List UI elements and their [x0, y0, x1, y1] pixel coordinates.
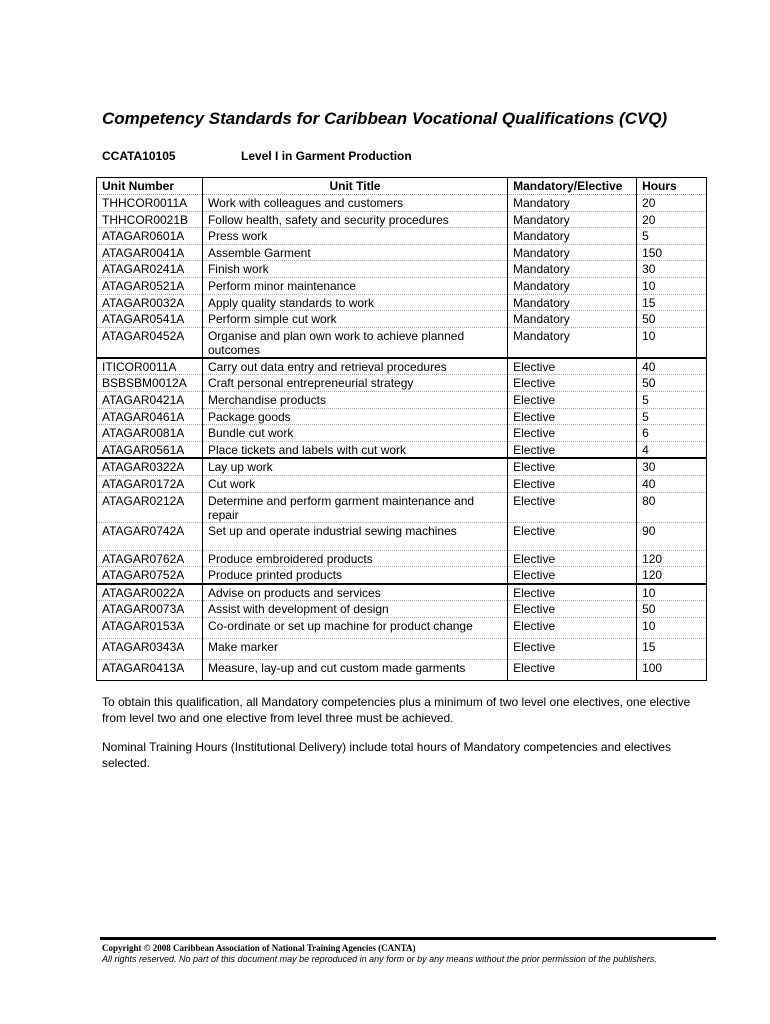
table-row — [97, 584, 707, 601]
unit-hours-cell: 30 — [637, 261, 707, 278]
unit-type-cell: Elective — [508, 475, 637, 492]
unit-number-cell: ATAGAR0762A — [97, 550, 203, 567]
unit-number-cell: THHCOR0011A — [97, 195, 203, 212]
unit-title-cell: Craft personal entrepreneurial strategy — [202, 375, 507, 392]
table-row — [97, 294, 707, 311]
table-row — [97, 522, 707, 550]
table-row — [97, 211, 707, 228]
table-row — [97, 375, 707, 392]
table-row — [97, 659, 707, 680]
unit-hours-cell: 120 — [637, 550, 707, 567]
unit-title-cell: Merchandise products — [202, 391, 507, 408]
unit-title-cell: Finish work — [202, 261, 507, 278]
unit-title-cell: Lay up work — [202, 458, 507, 475]
table-row — [97, 408, 707, 425]
footer — [102, 943, 702, 965]
unit-hours-cell: 4 — [637, 441, 707, 458]
unit-title-cell: Package goods — [202, 408, 507, 425]
table-row — [97, 277, 707, 294]
unit-type-cell: Elective — [508, 617, 637, 638]
unit-type-cell: Elective — [508, 638, 637, 659]
unit-number-cell: ATAGAR0172A — [97, 475, 203, 492]
table-row — [97, 567, 707, 584]
document-title: Competency Standards for Caribbean Vocational Qualifications (CVQ) — [102, 109, 668, 128]
unit-title-cell: Assist with development of design — [202, 601, 507, 618]
unit-hours-cell: 90 — [637, 522, 707, 550]
unit-type-cell: Elective — [508, 601, 637, 618]
qualification-level: Level I in Garment Production — [241, 149, 412, 163]
unit-type-cell: Mandatory — [508, 261, 637, 278]
unit-title-cell: Advise on products and services — [202, 584, 507, 601]
table-row — [97, 244, 707, 261]
unit-type-cell: Elective — [508, 550, 637, 567]
unit-title-cell: Organise and plan own work to achieve planned outcomes — [202, 327, 507, 358]
unit-hours-cell: 6 — [637, 425, 707, 442]
unit-title-cell: Place tickets and labels with cut work — [202, 441, 507, 458]
unit-title-cell: Produce embroidered products — [202, 550, 507, 567]
unit-hours-cell: 15 — [637, 294, 707, 311]
table-row — [97, 617, 707, 638]
unit-title-cell: Follow health, safety and security procedures — [202, 211, 507, 228]
unit-type-cell: Elective — [508, 358, 637, 375]
table-row — [97, 261, 707, 278]
table-row — [97, 550, 707, 567]
unit-hours-cell: 30 — [637, 458, 707, 475]
unit-hours-cell: 20 — [637, 211, 707, 228]
unit-type-cell: Elective — [508, 492, 637, 522]
unit-number-cell: ATAGAR0022A — [97, 584, 203, 601]
rights-notice: All rights reserved. No part of this document may be reproduced in any form or by any means without the prior permission of the publishers. — [102, 954, 657, 964]
unit-type-cell: Elective — [508, 584, 637, 601]
header-mandatory-elective: Mandatory/Elective — [508, 178, 637, 195]
unit-number-cell: ATAGAR0041A — [97, 244, 203, 261]
unit-hours-cell: 15 — [637, 638, 707, 659]
training-hours-note: Nominal Training Hours (Institutional Delivery) include total hours of Mandatory competencies and electives selected. — [102, 740, 671, 770]
unit-number-cell: ATAGAR0413A — [97, 659, 203, 680]
unit-type-cell: Elective — [508, 441, 637, 458]
unit-hours-cell: 5 — [637, 408, 707, 425]
unit-hours-cell: 80 — [637, 492, 707, 522]
unit-type-cell: Elective — [508, 567, 637, 584]
unit-type-cell: Elective — [508, 659, 637, 680]
unit-title-cell: Make marker — [202, 638, 507, 659]
table-row — [97, 391, 707, 408]
unit-title-cell: Carry out data entry and retrieval procedures — [202, 358, 507, 375]
unit-hours-cell: 5 — [637, 391, 707, 408]
unit-number-cell: ATAGAR0073A — [97, 601, 203, 618]
header-unit-title: Unit Title — [202, 178, 507, 195]
unit-hours-cell: 50 — [637, 601, 707, 618]
unit-hours-cell: 10 — [637, 277, 707, 294]
unit-number-cell: ITICOR0011A — [97, 358, 203, 375]
unit-number-cell: ATAGAR0521A — [97, 277, 203, 294]
units-table-body — [97, 195, 707, 681]
unit-title-cell: Assemble Garment — [202, 244, 507, 261]
table-row — [97, 475, 707, 492]
unit-number-cell: ATAGAR0032A — [97, 294, 203, 311]
unit-hours-cell: 40 — [637, 475, 707, 492]
unit-type-cell: Mandatory — [508, 311, 637, 328]
unit-number-cell: ATAGAR0081A — [97, 425, 203, 442]
unit-hours-cell: 50 — [637, 311, 707, 328]
qualification-code: CCATA10105 — [102, 149, 176, 163]
unit-number-cell: ATAGAR0601A — [97, 228, 203, 245]
unit-title-cell: Apply quality standards to work — [202, 294, 507, 311]
unit-number-cell: BSBSBM0012A — [97, 375, 203, 392]
table-row — [97, 492, 707, 522]
unit-hours-cell: 40 — [637, 358, 707, 375]
table-row — [97, 228, 707, 245]
unit-title-cell: Perform minor maintenance — [202, 277, 507, 294]
unit-title-cell: Produce printed products — [202, 567, 507, 584]
unit-number-cell: ATAGAR0322A — [97, 458, 203, 475]
unit-title-cell: Perform simple cut work — [202, 311, 507, 328]
table-row — [97, 311, 707, 328]
unit-title-cell: Cut work — [202, 475, 507, 492]
unit-type-cell: Elective — [508, 408, 637, 425]
header-hours: Hours — [637, 178, 707, 195]
table-row — [97, 601, 707, 618]
unit-hours-cell: 50 — [637, 375, 707, 392]
table-row — [97, 327, 707, 358]
units-table — [96, 177, 707, 681]
unit-title-cell: Set up and operate industrial sewing machines — [202, 522, 507, 550]
unit-title-cell: Co-ordinate or set up machine for product change — [202, 617, 507, 638]
unit-hours-cell: 20 — [637, 195, 707, 212]
unit-number-cell: ATAGAR0153A — [97, 617, 203, 638]
unit-hours-cell: 10 — [637, 617, 707, 638]
unit-title-cell: Determine and perform garment maintenance and repair — [202, 492, 507, 522]
unit-type-cell: Elective — [508, 391, 637, 408]
unit-type-cell: Mandatory — [508, 294, 637, 311]
unit-number-cell: THHCOR0021B — [97, 211, 203, 228]
unit-type-cell: Elective — [508, 375, 637, 392]
unit-number-cell: ATAGAR0421A — [97, 391, 203, 408]
unit-title-cell: Work with colleagues and customers — [202, 195, 507, 212]
unit-type-cell: Mandatory — [508, 195, 637, 212]
footer-divider — [100, 937, 716, 940]
unit-hours-cell: 10 — [637, 584, 707, 601]
unit-number-cell: ATAGAR0541A — [97, 311, 203, 328]
unit-title-cell: Bundle cut work — [202, 425, 507, 442]
unit-number-cell: ATAGAR0343A — [97, 638, 203, 659]
unit-hours-cell: 5 — [637, 228, 707, 245]
header-unit-number: Unit Number — [97, 178, 203, 195]
table-row — [97, 195, 707, 212]
unit-type-cell: Mandatory — [508, 277, 637, 294]
unit-hours-cell: 100 — [637, 659, 707, 680]
unit-number-cell: ATAGAR0212A — [97, 492, 203, 522]
unit-number-cell: ATAGAR0452A — [97, 327, 203, 358]
unit-hours-cell: 150 — [637, 244, 707, 261]
unit-number-cell: ATAGAR0742A — [97, 522, 203, 550]
unit-number-cell: ATAGAR0461A — [97, 408, 203, 425]
table-row — [97, 441, 707, 458]
unit-number-cell: ATAGAR0241A — [97, 261, 203, 278]
table-row — [97, 638, 707, 659]
unit-type-cell: Elective — [508, 458, 637, 475]
table-row — [97, 358, 707, 375]
unit-type-cell: Mandatory — [508, 228, 637, 245]
qualification-requirement-note: To obtain this qualification, all Mandatory competencies plus a minimum of two level one electives, one elective from level two and one elective from level three must be achieved. — [102, 695, 691, 725]
unit-title-cell: Press work — [202, 228, 507, 245]
unit-type-cell: Mandatory — [508, 327, 637, 358]
table-row — [97, 458, 707, 475]
unit-hours-cell: 120 — [637, 567, 707, 584]
unit-type-cell: Elective — [508, 522, 637, 550]
unit-type-cell: Mandatory — [508, 244, 637, 261]
unit-type-cell: Mandatory — [508, 211, 637, 228]
unit-hours-cell: 10 — [637, 327, 707, 358]
unit-number-cell: ATAGAR0752A — [97, 567, 203, 584]
copyright-notice: Copyright © 2008 Caribbean Association of National Training Agencies (CANTA) — [102, 943, 416, 953]
table-header-row — [97, 178, 707, 195]
unit-title-cell: Measure, lay-up and cut custom made garments — [202, 659, 507, 680]
table-row — [97, 425, 707, 442]
unit-number-cell: ATAGAR0561A — [97, 441, 203, 458]
unit-type-cell: Elective — [508, 425, 637, 442]
